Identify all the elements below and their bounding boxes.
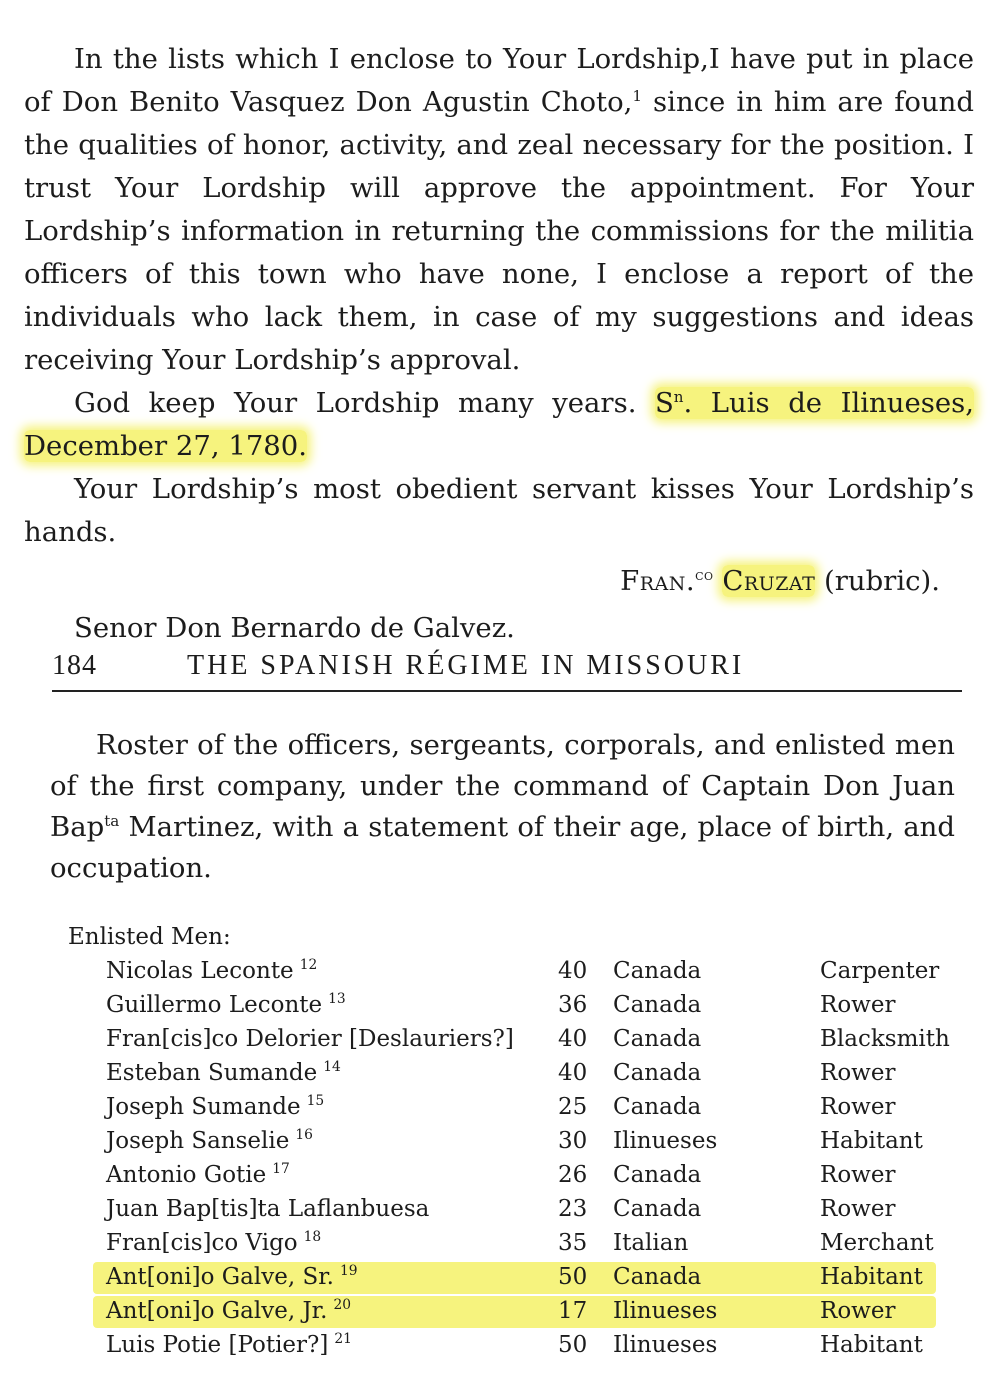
footnote-marker: 18	[303, 1229, 322, 1246]
roster-intro	[50, 725, 955, 889]
roster-place: Italian	[613, 1230, 689, 1256]
place-abbrev: S	[654, 387, 674, 419]
roster-name	[106, 1294, 351, 1328]
roster-rows	[68, 954, 968, 1362]
roster-place: Canada	[613, 1026, 702, 1052]
intro-sup: ta	[104, 811, 120, 830]
roster-name-text: Joseph Sumande	[106, 1094, 301, 1120]
roster-place: Ilinueses	[613, 1298, 718, 1324]
roster-place: Canada	[613, 958, 702, 984]
roster-place: Canada	[613, 1264, 702, 1290]
roster-age: 40	[558, 958, 588, 984]
roster-occupation: Carpenter	[820, 958, 940, 984]
roster-occupation: Rower	[820, 1162, 896, 1188]
roster-name	[106, 954, 317, 988]
footnote-marker: 21	[334, 1331, 352, 1348]
footnote-marker: 17	[272, 1161, 290, 1178]
footnote-marker: 14	[323, 1059, 341, 1076]
closing-text: God keep Your Lordship many years.	[74, 387, 655, 419]
roster-place: Canada	[613, 992, 702, 1018]
roster-name-text: Juan Bap[tis]ta Laflanbuesa	[106, 1196, 430, 1222]
roster-occupation: Rower	[820, 1298, 896, 1324]
roster-place: Canada	[613, 1162, 702, 1188]
roster-place: Canada	[613, 1196, 702, 1222]
roster-place: Canada	[613, 1060, 702, 1086]
roster-name-text: Guillermo Leconte	[106, 992, 323, 1018]
roster-name-text: Ant[oni]o Galve, Jr.	[106, 1298, 328, 1324]
highlighted-place	[655, 387, 974, 419]
roster-name-text: Fran[cis]co Vigo	[106, 1230, 298, 1256]
roster-row	[68, 1226, 968, 1260]
letter-valediction: Your Lordship’s most obedient servant kisses Your Lordship’s hands.	[24, 473, 974, 548]
footnote-marker: 12	[299, 957, 318, 974]
roster-age: 23	[558, 1196, 588, 1222]
roster-age: 50	[558, 1332, 588, 1358]
roster-occupation: Rower	[820, 1094, 896, 1120]
signature-rubric: (rubric).	[815, 565, 940, 597]
roster-name-text: Luis Potie [Potier?]	[106, 1332, 329, 1358]
roster-place: Ilinueses	[613, 1332, 718, 1358]
roster-name	[106, 1260, 358, 1294]
roster-occupation: Rower	[820, 992, 896, 1018]
roster-age: 30	[558, 1128, 588, 1154]
roster-occupation: Habitant	[820, 1128, 923, 1154]
roster-occupation: Habitant	[820, 1264, 923, 1290]
paragraph-text: In the lists which I enclose to Your Lordship,I have put in place of Don Benito Vasquez Don Agustin Choto,	[24, 43, 974, 118]
roster-name	[106, 1124, 313, 1158]
intro-paragraph	[50, 725, 955, 889]
roster-occupation: Rower	[820, 1060, 896, 1086]
roster-name-text: Nicolas Leconte	[106, 958, 294, 984]
roster-age: 40	[558, 1060, 588, 1086]
roster-name-text: Fran[cis]co Delorier [Deslauriers?]	[106, 1026, 514, 1052]
roster-name-text: Joseph Sanselie	[106, 1128, 290, 1154]
roster-name-text: Esteban Sumande	[106, 1060, 318, 1086]
roster-name	[106, 1022, 514, 1056]
roster-name	[106, 1226, 321, 1260]
roster-row	[68, 1090, 968, 1124]
roster-age: 17	[558, 1298, 588, 1324]
roster-row	[68, 954, 968, 988]
roster-place: Canada	[613, 1094, 702, 1120]
roster-occupation: Merchant	[820, 1230, 934, 1256]
roster-name	[106, 1158, 290, 1192]
roster-row	[68, 1158, 968, 1192]
roster-row	[68, 1056, 968, 1090]
roster-name	[106, 1056, 341, 1090]
roster-occupation: Blacksmith	[820, 1026, 950, 1052]
roster-table	[68, 920, 968, 1362]
footnote-marker: 20	[333, 1297, 352, 1314]
place-name: . Luis de Ilinueses,	[683, 387, 974, 419]
roster-row	[68, 1294, 968, 1328]
roster-name	[106, 1328, 352, 1362]
place-abbrev-sup: n	[673, 387, 684, 406]
footnote-marker: 19	[340, 1263, 358, 1280]
signature	[24, 560, 974, 603]
page-number: 184	[52, 650, 97, 681]
roster-place: Ilinueses	[613, 1128, 718, 1154]
roster-name	[106, 988, 346, 1022]
signature-first: Fran.	[620, 565, 696, 597]
roster-heading: Enlisted Men:	[68, 924, 231, 950]
roster-name-text: Ant[oni]o Galve, Sr.	[106, 1264, 334, 1290]
roster-row	[68, 1022, 968, 1056]
roster-row	[68, 1124, 968, 1158]
roster-name-text: Antonio Gotie	[106, 1162, 267, 1188]
roster-row	[68, 988, 968, 1022]
roster-age: 25	[558, 1094, 588, 1120]
roster-row	[68, 1192, 968, 1226]
roster-age: 36	[558, 992, 588, 1018]
letter-text	[24, 38, 974, 650]
running-title: THE SPANISH RÉGIME IN MISSOURI	[187, 650, 745, 681]
roster-age: 50	[558, 1264, 588, 1290]
footnote-marker: 1	[632, 86, 643, 105]
letter-paragraph-1	[24, 38, 974, 382]
footnote-marker: 16	[295, 1127, 313, 1144]
roster-name	[106, 1192, 429, 1226]
roster-row	[68, 1260, 968, 1294]
footnote-marker: 15	[306, 1093, 325, 1110]
highlighted-date: December 27, 1780.	[24, 430, 308, 462]
letter-closing	[24, 382, 974, 468]
paragraph-text: since in him are found the qualities of honor, activity, and zeal necessary for the position. I trust Your Lordship will approve the appointment. For Your Lordship’s information in returning the commissions for the militia officers of this town who have none, I enclose a report of the individuals who lack them, in case of my suggestions and ideas receiving Your Lordship’s approval.	[24, 86, 974, 376]
roster-name	[106, 1090, 324, 1124]
footnote-marker: 13	[328, 991, 346, 1008]
addressee: Senor Don Bernardo de Galvez.	[74, 612, 515, 644]
running-head	[52, 646, 962, 692]
highlighted-signature-name: Cruzat	[722, 565, 816, 597]
intro-text: Martinez, with a statement of their age, place of birth, and occupation.	[50, 811, 955, 884]
roster-occupation: Rower	[820, 1196, 896, 1222]
roster-age: 26	[558, 1162, 588, 1188]
roster-age: 40	[558, 1026, 588, 1052]
roster-age: 35	[558, 1230, 588, 1256]
intro-text: Roster of the officers, sergeants, corporals, and enlisted men of the first company, under the command of Captain Don Juan Bap	[50, 729, 955, 843]
roster-occupation: Habitant	[820, 1332, 923, 1358]
signature-sup: co	[695, 565, 714, 584]
roster-row	[68, 1328, 968, 1362]
